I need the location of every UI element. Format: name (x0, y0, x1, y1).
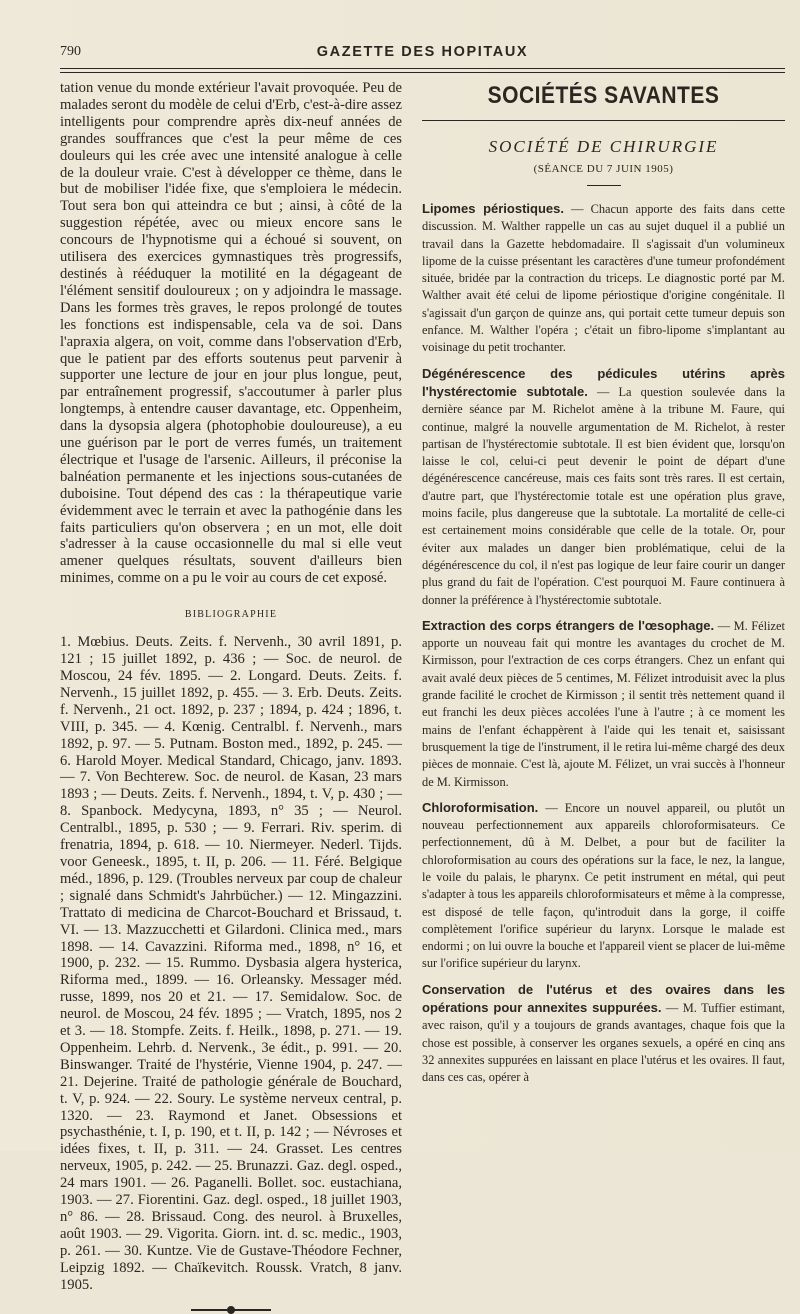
article-text: — La question soulevée dans la dernière séance par M. Richelot amène à la tribune M. Faure, qui continue, malgré la nouvelle argumentation de M. Richelot, à rester partisan de l'hystérectomie subtotale. Il est bien évident que, lorsqu'on laisse le col, celui-ci peut devenir le point de départ d'une dégénérescence cancéreuse, mais ces faits sont très rares. Il est certain, d'autre part, que l'hystérectomie totale est une opération plus grave, moins facile, plus dangereuse que la subtotale. La mortalité de celle-ci est certainement moins considérable que celle de la totale. Or, pour éviter aux malades un danger bien problématique, celui de la dégénérescence du col, il n'est pas logique de leur faire courir un danger plus grand du fait de l'opération. C'est pourquoi M. Faure continuera à donner la préférence à l'hystérectomie subtotale. (422, 384, 785, 607)
page-number: 790 (60, 44, 81, 59)
article-heading: Chloroformisation. (422, 799, 539, 815)
header-rule-thin (60, 72, 785, 73)
session-date: (SÉANCE DU 7 JUIN 1905) (533, 163, 674, 175)
society-rule (587, 185, 621, 186)
article-heading: Conservation de l'utérus et des ovaires dans les opérations pour annexites suppurées. (422, 981, 785, 1016)
article-heading: Lipomes périostiques. (422, 201, 564, 216)
article-text: — Encore un nouvel appareil, ou plutôt un nouveau perfectionnement aux appareils chloroformisateurs. Ce perfectionnement, dû à M. Delbet, a pour but de faciliter la chloroformisation au cours des opérations sur la face, le nez, la langue, le voile du palais, le pharynx. Ce petit instrument en métal, qui peut s'adapter à tous les appareils chloroformisateurs et même à la compresse, est disposé de telle façon, qu'introduit dans la gorge, il coiffe complètement l'orifice supérieur du larynx. Lorsque le malade est endormi ; on lui ouvre la bouche et l'appareil vient se placer de lui-même sur l'orifice supérieur du larynx. (422, 800, 785, 971)
section-title: SOCIÉTÉS SAVANTES (487, 82, 720, 109)
article-text: — Chacun apporte des faits dans cette discussion. M. Walther rappelle un cas au sujet duquel il a publié un travail dans la Gazette hebdomadaire. Il s'agissait d'un volumineux lipome de la cuisse présentant les caractères d'une tumeur profondément située, bridée par la contraction du triceps. Le diagnostic porté par M. Walther avait été celui de lipome périostique d'origine congénitale. Il s'agissait d'un garçon de quinze ans, qui portait cette tumeur depuis son enfance. M. Walther l'opéra ; c'était un fibro-lipome s'implantant au voisinage du petit trochanter. (422, 202, 785, 355)
right-column (422, 80, 785, 1095)
left-column (60, 80, 402, 1312)
article-degenerescence (422, 365, 785, 609)
bibliography-text: 1. Mœbius. Deuts. Zeits. f. Nervenh., 30 avril 1891, p. 121 ; 15 juillet 1892, p. 436 ; — Soc. de neurol. de Moscou, 24 fév. 1895. — 2. Longard. Deuts. Zeits. f. Nervenh., 15 juillet 1892, p. 455. — 3. Erb. Deuts. Zeits. f. Nervenh., 21 oct. 1892, p. 237 ; 1894, p. 424 ; 1896, t. VIII, p. 345. — 4. Kœnig. Centralbl. f. Nervenh., mars 1892, p. 97. — 5. Putnam. Boston med., 1892, p. 245. — 6. Harold Moyer. Medical Standard, Chicago, janv. 1893. — 7. Von Bechterew. Soc. de neurol. de Kasan, 23 mars 1893 ; — Deuts. Zeits. f. Nervenh., 1894, t. V, p. 430 ; — 8. Spanbock. Medycyna, 1893, n° 35 ; — Neurol. Centralbl., 1895, p. 530 ; — 9. Ferrari. Riv. sperim. di frenatria, 1894, p. 618. — 10. Niermeyer. Nederl. Tijds. voor Geneesk., 1895, t. II, p. 206. — 11. Féré. Belgique méd., 1896, p. 129. (Troubles nerveux par coup de chaleur ; signalé dans Schmidt's Jahrbücher.) — 12. Mingazzini. Trattato di medicina de Charcot-Bouchard et Brissaud, t. VI. — 13. Mazzucchetti et Gilardoni. Clinica med., mars 1898. — 14. Cavazzini. Riforma med., 1898, n° 16, et 1900, p. 232. — 15. Rummo. Dysbasia algera hysterica, Riforma med., 1899. — 16. Orleansky. Messager méd. russe, 1899, nos 20 et 21. — 17. Semidalow. Soc. de neurol. de Moscou, 24 fév. 1895 ; — Vratch, 1895, nos 2 et 3. — 18. Stompfe. Zeits. f. Heilk., 1898, p. 271. — 19. Oppenheim. Lehrb. d. Nervenk., 3e édit., p. 991. — 20. Binswanger. Traité de l'hystérie, Vienne 1904, p. 247. — 21. Dejerine. Traité de pathologie générale de Bouchard, t. V, p. 924. — 22. Soury. Le système nerveux central, p. 1320. — 23. Raymond et Janet. Obsessions et psychasthénie, t. I, p. 190, et t. II, p. 142 ; — Névroses et idées fixes, t. II, p. 311. — 24. Grasset. Les centres nerveux, 1905, p. 242. — 25. Brunazzi. Gaz. degl. osped., 24 mars 1901. — 26. Paganelli. Bollet. soc. eustachiana, 1903. — 27. Fiorentini. Gaz. degl. osped., 18 juillet 1903, n° 86. — 28. Brissaud. Cong. des neurol. à Bruxelles, août 1903. — 29. Vigorita. Giorn. int. d. sc. medic., 1903, p. 261. — 30. Kuntze. Vie de Gustave-Théodore Fechner, Leipzig 1892. — Chaïkevitch. Roussk. Vratch, 8 janv. 1905. (60, 634, 402, 1293)
society-title: SOCIÉTÉ DE CHIRURGIE (488, 137, 719, 156)
bibliography-title: BIBLIOGRAPHIE (184, 609, 278, 621)
header-rule-thick (60, 68, 785, 69)
end-ornament (191, 1308, 271, 1312)
page-header (60, 44, 785, 68)
article-conservation (422, 981, 785, 1087)
article-lipomes (422, 200, 785, 357)
article-text: — M. Félizet apporte un nouveau fait qui montre les avantages du crochet de M. Kirmisson, pour l'extraction de ces corps étrangers. Chez un enfant qui avait avalé deux pièces de 5 centimes, M. Félizet introduisit avec la plus grande facilité le crochet de Kirmisson ; il sentit très nettement quand il eut franchi les deux pièces accolées l'une à l'autre ; à ce moment les mains de l'enfant échappèrent à l'aide qui les tenait et, saisissant brusquement la tige de l'instrument, il le retira lui-même chargé des deux pièces de monnaie. C'est là, ajoute M. Félizet, un vrai succès à l'honneur de M. Kirmisson. (422, 618, 785, 789)
section-rule (422, 120, 785, 121)
article-oesophage (422, 617, 785, 791)
article-chloroformisation (422, 799, 785, 973)
main-paragraph: tation venue du monde extérieur l'avait provoquée. Peu de malades seront du modèle de celui d'Erb, c'est-à-dire assez intelligents pour comprendre après dix-neuf années de grandes souffrances que c'est la peur même de ces douleurs qui les crée avec une intensité analogue à celle de la douleur vraie. C'est à développer ce thème, dans le but de mobiliser l'idée fixe, que s'emploiera le médecin. Tout sera bon qui atteindra ce but ; ainsi, à côté de la suggestion répétée, avec ou mieux encore sans le concours de l'hypnotisme qui a échoué si souvent, on utilisera des exercices gymnastiques très progressifs, destinés à rééduquer la motilité en la dégageant de l'élément sensitif douloureux ; on y adjoindra le massage. Dans les formes très graves, le repos prolongé de toutes les fonctions est indispensable, cela va de soi. Dans l'apraxia algera, on voit, comme dans l'observation d'Erb, que le patient par des efforts soutenus peut parvenir à supporter une lecture de jour en jour plus longue, peut, par entraînement progressif, s'accoutumer à parler plus longtemps, à entendre causer davantage, etc. Oppenheim, dans la dysopsia algera (photophobie douloureuse), a eu une guérison par le port de verres fumés, un traitement électrique et l'usage de l'arsenic. Ailleurs, il préconise la balnéation permanente et les injections sous-cutanées de duboisine. Tout dépend des cas : la thérapeutique varie évidemment avec le terrain et avec la pathogénie dans les faits particuliers qu'on observera ; en un mot, elle doit s'adresser à la cause occasionnelle du mal si elle veut amener quelques résultats, souvent d'ailleurs bien minimes, comme on a pu le voir au cours de cet exposé. (60, 80, 402, 587)
article-text: — M. Tuffier estimant, avec raison, qu'il y a toujours de grands avantages, chaque fois que la chose est possible, à conserver les organes sexuels, a opéré en cinq ans 32 annexites suppurées en laissant en place l'utérus et les ovaires. Il faut, dans ces cas, opérer à (422, 1001, 785, 1085)
article-heading: Extraction des corps étrangers de l'œsophage. (422, 617, 715, 633)
article-heading: Dégénérescence des pédicules utérins après l'hystérectomie subtotale. (422, 365, 785, 399)
journal-title: GAZETTE DES HOPITAUX (316, 44, 529, 60)
